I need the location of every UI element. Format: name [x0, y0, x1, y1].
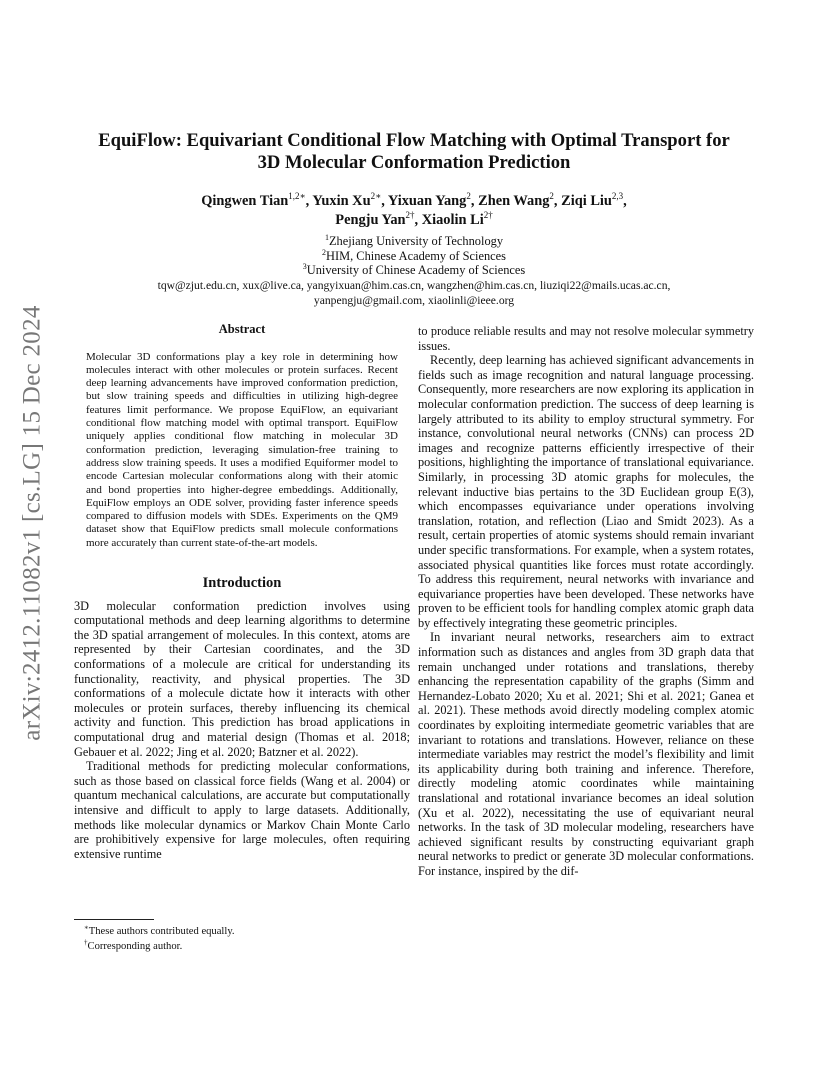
left-column	[74, 322, 410, 861]
author: Ziqi Liu$^{2,3}$,	[561, 191, 627, 209]
author: Yuxin $Xu^{2∗}$,	[312, 191, 388, 209]
title-line-1: EquiFlow: Equivariant Conditional Flow Matching with Optimal Transport for	[98, 130, 730, 151]
abstract-text: Molecular 3D conformations play a key role in determining how molecules interact with other molecules or protein surfaces. Recent deep learning advancements have improved conformation prediction, but slow training speeds and difficulties in utilizing high-degree features limit performance. We propose EquiFlow, an equivariant conditional flow matching model with optimal transport. EquiFlow uniquely applies conditional flow matching in molecular 3D conformation prediction, leveraging simulation-free training to address slow training speeds. It uses a modified Equiformer model to encode Cartesian molecular conformations along with their atomic and bond properties into higher-degree embeddings. Additionally, EquiFlow employs an ODE solver, providing faster inference speeds compared to diffusion models with SDEs. Experiments on the QM9 dataset show that EquiFlow predicts small molecule conformations more accurately than current state-of-the-art models.	[86, 350, 398, 549]
introduction-heading: Introduction	[202, 575, 282, 592]
email-line-1: tqw@zjut.edu.cn, xux@live.ca, yangyixuan@him.cas.cn, wangzhen@him.cas.cn, liuziqi22@mails.ucas.ac.cn,	[157, 278, 671, 292]
footnotes	[84, 924, 235, 954]
right-paragraph-1: Recently, deep learning has achieved significant advancements in fields such as image recognition and natural language processing. Consequently, more researchers are now exploring its application in molecular conformation prediction. The success of deep learning is largely attributed to its ability to employ structural symmetry. For instance, convolutional neural networks (CNNs) can process 2D images and recognize patterns efficiently irrespective of their positions, highlighting the importance of translational equivariance. Similarly, in processing 3D atomic graphs for molecules, the relevant inductive bias pertains to the 3D Euclidean group E(3), which encompasses equivariance under operations involving translation, rotation, and reflection (Liao and Smidt 2023). As a result, certain properties of atomic systems should remain invariant under specific transformations. For example, when a system rotates, associated physical quantities like forces must rotate accordingly. To address this requirement, neural networks with invariance and equivariance properties have been developed. These networks have proven to be efficient tools for handling complex atomic graph data by effectively integrating these geometric principles.	[418, 353, 754, 630]
footnote-divider	[74, 919, 154, 920]
author: Yixuan Yang$^2$,	[387, 191, 479, 209]
title-block	[60, 130, 768, 308]
author: Xiaolin $Li^{2\dagger}$	[421, 210, 493, 228]
right-paragraph-0: to produce reliable results and may not resolve molecular symmetry issues.	[418, 324, 754, 353]
affiliation: $^1$Zhejiang University of Technology	[324, 232, 504, 248]
author: Pengju Yan$^{2\dagger}$,	[335, 210, 422, 228]
footnote-equal-contribution: ∗These authors contributed equally.	[84, 923, 235, 937]
intro-paragraph-1: 3D molecular conformation prediction involves using computational methods and deep learning algorithms to determine the 3D spatial arrangement of molecules. In this context, atoms are represented by their Cartesian coordinates, and the 3D conformations of a molecule are critical for understanding its functionality, reactivity, and physical properties. The 3D conformations of a molecule dictate how it interacts with other molecules or protein surfaces, thereby influencing its chemical activity and function. This prediction has broad applications in computational drug and material design (Thomas et al. 2018; Gebauer et al. 2022; Jing et al. 2020; Batzner et al. 2022).	[74, 598, 410, 759]
paper-title	[60, 130, 768, 174]
affiliation-list	[60, 234, 768, 278]
arxiv-id: arXiv:2412.11082v1 [cs.LG] 15 Dec 2024	[19, 305, 47, 741]
title-line-2: 3D Molecular Conformation Prediction	[257, 152, 571, 173]
author: Qingwen Tian$^{1,2∗}$,	[201, 191, 313, 209]
author-list	[60, 192, 768, 230]
abstract-heading: Abstract	[218, 322, 266, 336]
affiliation: $^2$HIM, Chinese Academy of Sciences	[322, 247, 506, 263]
email-line-2: yanpengju@gmail.com, xiaolinli@ieee.org	[313, 293, 515, 307]
arxiv-watermark	[16, 286, 50, 760]
intro-paragraph-2: Traditional methods for predicting molecular conformations, such as those based on classical force fields (Wang et al. 2004) or quantum mechanical calculations, are accurate but computationally intensive and difficult to apply to large datasets. Additionally, methods like molecular dynamics or Markov Chain Monte Carlo are prohibitively expensive for large molecules, often requiring extensive runtime	[74, 759, 410, 861]
email-list	[60, 278, 768, 308]
right-column	[418, 324, 754, 879]
affiliation: $^3$University of Chinese Academy of Sciences	[302, 262, 526, 278]
right-paragraph-2: In invariant neural networks, researchers aim to extract information such as distances and angles from 3D graph data that remain unchanged under rotations and translations, thereby enhancing the representation capability of the graphs (Simm and Hernandez-Lobato 2020; Xu et al. 2021; Shi et al. 2021; Ganea et al. 2021). These methods avoid directly modeling complex atomic coordinates by exploiting intermediate geometric variables that are invariant to rotations and translations. However, reliance on these intermediate variables may restrict the model’s flexibility and limit its applicability during both training and inference. Therefore, directly modeling atomic coordinates while maintaining translational and rotational invariance becomes an ideal solution (Xu et al. 2022), necessitating the use of equivariant neural networks. In the task of 3D molecular modeling, researchers have achieved significant results by constructing equivariant graph neural networks to predict or generate 3D molecular conformations. For instance, inspired by the dif-	[418, 630, 754, 878]
author: Zhen Wang$^2$,	[478, 191, 562, 209]
footnote-corresponding: †Corresponding author.	[84, 938, 183, 952]
